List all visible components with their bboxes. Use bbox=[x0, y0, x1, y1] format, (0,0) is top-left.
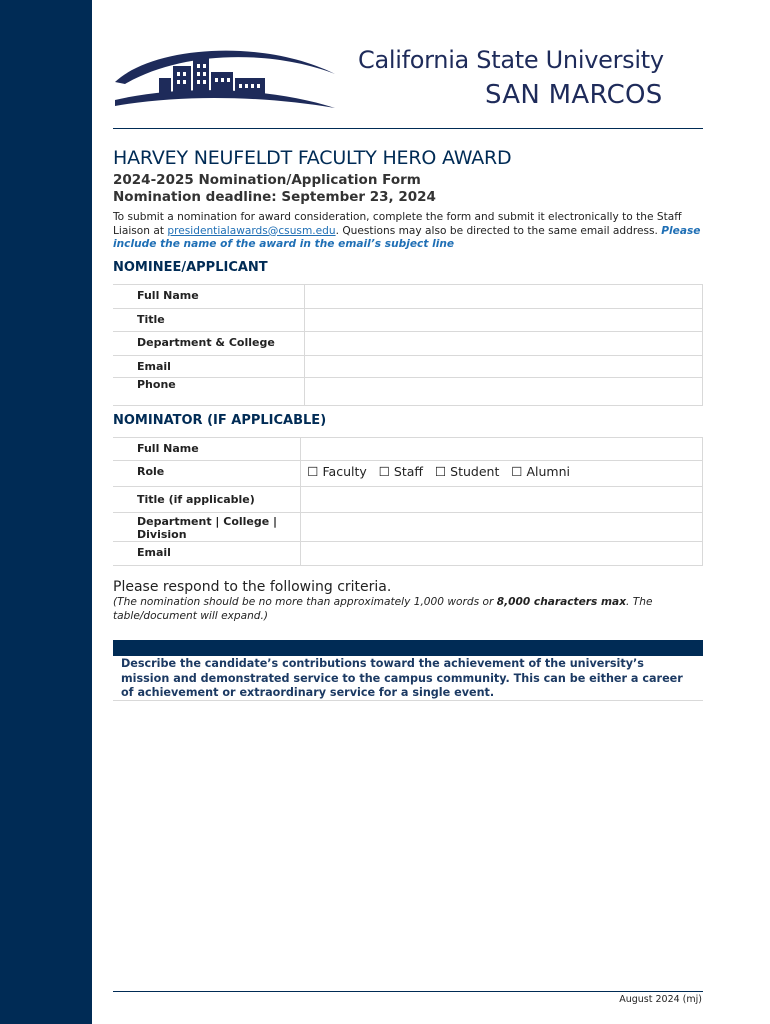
nominee-phone-field[interactable] bbox=[305, 378, 703, 406]
role-alumni-label: Alumni bbox=[526, 464, 571, 479]
checkbox-icon: ☐ bbox=[307, 464, 319, 479]
criteria-note-text: (The nomination should be no more than approximately 1,000 words or bbox=[113, 596, 497, 608]
nominee-email-field[interactable] bbox=[305, 356, 703, 378]
nominator-label-department: Department | College | Division bbox=[113, 513, 301, 542]
instructions bbox=[113, 211, 703, 252]
response-area-divider[interactable] bbox=[113, 700, 703, 701]
instructions-text: To submit a nomination for award consideration, complete the form and submit it electronically to the Staff Liaison at bbox=[113, 211, 682, 237]
nominee-label-phone: Phone bbox=[113, 378, 305, 406]
csusm-logo bbox=[113, 44, 703, 114]
nominee-heading: NOMINEE/APPLICANT bbox=[113, 260, 268, 275]
criteria-note bbox=[113, 596, 703, 623]
role-student-checkbox[interactable] bbox=[435, 464, 499, 479]
nominator-label-full-name: Full Name bbox=[113, 438, 301, 461]
university-name: California State University bbox=[358, 46, 664, 74]
footer-date: August 2024 (mj) bbox=[619, 994, 702, 1005]
nominee-label-department: Department & College bbox=[113, 332, 305, 356]
nominator-title-field[interactable] bbox=[301, 487, 703, 513]
nominator-full-name-field[interactable] bbox=[301, 438, 703, 461]
criteria-prompt: Describe the candidate’s contributions toward the achievement of the university’s mission and demonstrated service to the campus community. This can be either a career of achievement or extraordinary service for a single event. bbox=[121, 657, 683, 699]
form-year: 2024-2025 Nomination/Application Form bbox=[113, 172, 421, 188]
campus-skyline-icon bbox=[113, 44, 343, 114]
nominee-department-field[interactable] bbox=[305, 332, 703, 356]
header-rule bbox=[113, 128, 703, 129]
nominee-label-title: Title bbox=[113, 309, 305, 332]
nominee-title-field[interactable] bbox=[305, 309, 703, 332]
nominator-email-field[interactable] bbox=[301, 542, 703, 566]
character-limit: 8,000 characters max bbox=[496, 596, 627, 608]
role-alumni-checkbox[interactable] bbox=[511, 464, 570, 479]
nominator-label-email: Email bbox=[113, 542, 301, 566]
criteria-note-text-2: . The table/document will expand.) bbox=[113, 596, 653, 622]
checkbox-icon: ☐ bbox=[511, 464, 523, 479]
nominator-heading: NOMINATOR (IF APPLICABLE) bbox=[113, 413, 327, 428]
nominee-label-full-name: Full Name bbox=[113, 285, 305, 309]
email-link[interactable]: presidentialawards@csusm.edu bbox=[167, 224, 336, 237]
nominee-table bbox=[113, 284, 703, 406]
subject-line-note: Please include the name of the award in the email’s subject line bbox=[113, 224, 701, 250]
checkbox-icon: ☐ bbox=[378, 464, 390, 479]
sidebar-band bbox=[0, 0, 92, 1024]
role-faculty-label: Faculty bbox=[322, 464, 367, 479]
role-options bbox=[301, 461, 703, 487]
criteria-heading: Please respond to the following criteria. bbox=[113, 579, 392, 595]
nomination-deadline: Nomination deadline: September 23, 2024 bbox=[113, 189, 436, 205]
role-staff-label: Staff bbox=[393, 464, 424, 479]
page-title: HARVEY NEUFELDT FACULTY HERO AWARD bbox=[113, 147, 512, 169]
role-student-label: Student bbox=[450, 464, 500, 479]
nominator-department-field[interactable] bbox=[301, 513, 703, 542]
campus-name: SAN MARCOS bbox=[485, 80, 663, 110]
form-subtitle bbox=[113, 172, 436, 206]
checkbox-icon: ☐ bbox=[434, 464, 447, 479]
nominator-label-role: Role bbox=[113, 461, 301, 487]
footer-rule bbox=[113, 991, 703, 992]
nominator-label-title: Title (if applicable) bbox=[113, 487, 301, 513]
instructions-text-2: . Questions may also be directed to the same email address. bbox=[335, 224, 662, 237]
nominee-label-email: Email bbox=[113, 356, 305, 378]
role-faculty-checkbox[interactable] bbox=[307, 464, 366, 479]
criteria-header-bar bbox=[113, 640, 703, 656]
nominator-table bbox=[113, 437, 703, 566]
nominee-full-name-field[interactable] bbox=[305, 285, 703, 309]
role-staff-checkbox[interactable] bbox=[379, 464, 423, 479]
